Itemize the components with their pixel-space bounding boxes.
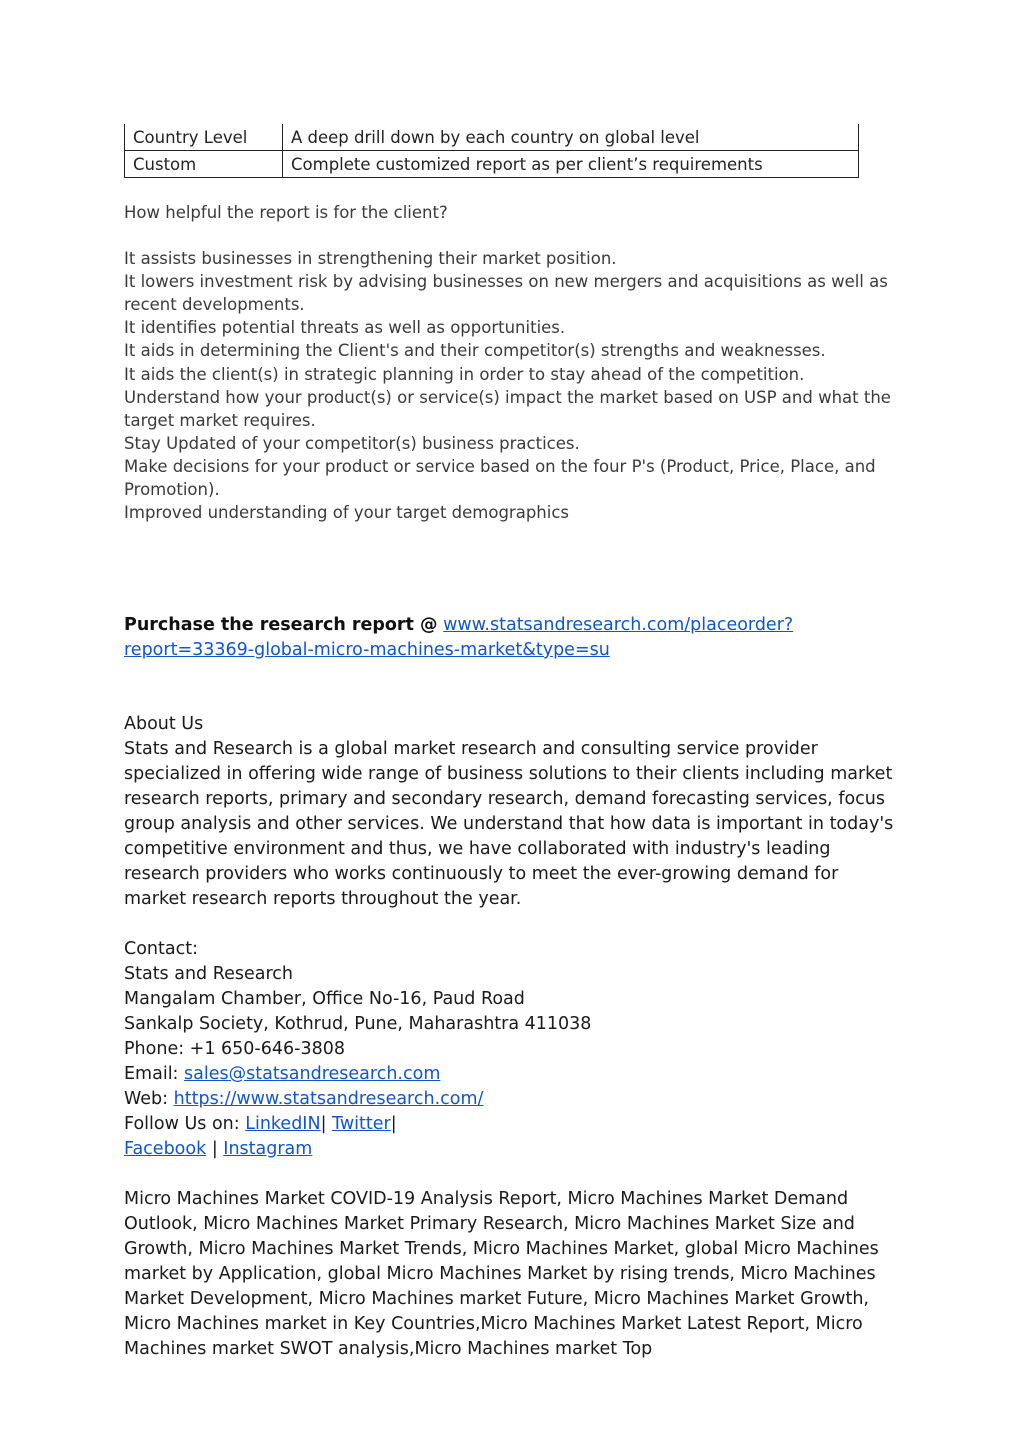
purchase-line <box>124 613 899 663</box>
contact-heading: Contact: <box>124 939 198 959</box>
contact-email-line <box>124 1062 899 1087</box>
contact-address-2: Sankalp Society, Kothrud, Pune, Maharashtra 411038 <box>124 1014 592 1034</box>
table-cell-label: Country Level <box>125 124 283 151</box>
separator: | <box>211 1139 218 1159</box>
benefit-item: Understand how your product(s) or service(s) impact the market based on USP and what the target market requires. <box>124 387 891 430</box>
contact-address-1: Mangalam Chamber, Office No-16, Paud Road <box>124 989 525 1009</box>
keywords-paragraph: Micro Machines Market COVID-19 Analysis Report, Micro Machines Market Demand Outlook, Micro Machines Market Primary Research, Micro Machines Market Size and Growth, Micro Machines Market Trends, Micro Machines Market, global Micro Machines market by Application, global Micro Machines Market by rising trends, Micro Machines Market Development, Micro Machines market Future, Micro Machines Market Growth, Micro Machines market in Key Countries,Micro Machines Market Latest Report, Micro Machines market SWOT analysis,Micro Machines market Top <box>124 1189 879 1359</box>
follow-label: Follow Us on: <box>124 1114 240 1134</box>
benefit-item: It aids in determining the Client's and their competitor(s) strengths and weaknesses. <box>124 341 826 361</box>
table-row <box>125 124 859 151</box>
report-options-table <box>124 124 859 178</box>
contact-phone: Phone: +1 650-646-3808 <box>124 1039 345 1059</box>
follow-line <box>124 1112 899 1137</box>
email-label: Email: <box>124 1064 179 1084</box>
benefits-section <box>124 201 899 524</box>
about-contact-section <box>124 712 899 1362</box>
benefit-item: Make decisions for your product or service based on the four P's (Product, Price, Place, and Promotion). <box>124 456 876 500</box>
separator: | <box>320 1114 327 1134</box>
table-cell-value: A deep drill down by each country on global level <box>283 124 859 151</box>
separator: | <box>390 1114 397 1134</box>
social-line <box>124 1137 899 1162</box>
benefit-item: It assists businesses in strengthening their market position. <box>124 249 617 269</box>
benefit-item: It lowers investment risk by advising businesses on new mergers and acquisitions as well as recent developments. <box>124 272 888 315</box>
web-label: Web: <box>124 1089 169 1109</box>
instagram-link[interactable]: Instagram <box>223 1139 313 1159</box>
facebook-link[interactable]: Facebook <box>124 1139 207 1159</box>
about-heading: About Us <box>124 714 204 734</box>
email-link[interactable]: sales@statsandresearch.com <box>184 1064 441 1084</box>
purchase-link[interactable]: www.statsandresearch.com/placeorder?report=33369-global-micro-machines-market&type=su <box>124 615 794 660</box>
contact-company: Stats and Research <box>124 964 293 984</box>
twitter-link[interactable]: Twitter <box>332 1114 391 1134</box>
table-cell-label: Custom <box>125 151 283 178</box>
linkedin-link[interactable]: LinkedIN <box>245 1114 321 1134</box>
benefits-question: How helpful the report is for the client? <box>124 203 448 222</box>
benefit-item: Stay Updated of your competitor(s) business practices. <box>124 433 580 453</box>
benefit-item: It identifies potential threats as well as opportunities. <box>124 318 566 338</box>
contact-web-line <box>124 1087 899 1112</box>
web-link[interactable]: https://www.statsandresearch.com/ <box>173 1089 484 1109</box>
benefit-item: Improved understanding of your target demographics <box>124 503 570 523</box>
table-cell-value: Complete customized report as per client’s requirements <box>283 151 859 178</box>
document-page <box>124 0 899 1447</box>
purchase-label: Purchase the research report @ <box>124 615 438 635</box>
table-row <box>125 151 859 178</box>
about-body: Stats and Research is a global market research and consulting service provider specialized in offering wide range of business solutions to their clients including market research reports, primary and secondary research, demand forecasting services, focus group analysis and other services. We understand that how data is important in today's competitive environment and thus, we have collaborated with industry's leading research providers who works continuously to meet the ever-growing demand for market research reports throughout the year. <box>124 739 894 909</box>
benefit-item: It aids the client(s) in strategic planning in order to stay ahead of the competition. <box>124 364 805 384</box>
